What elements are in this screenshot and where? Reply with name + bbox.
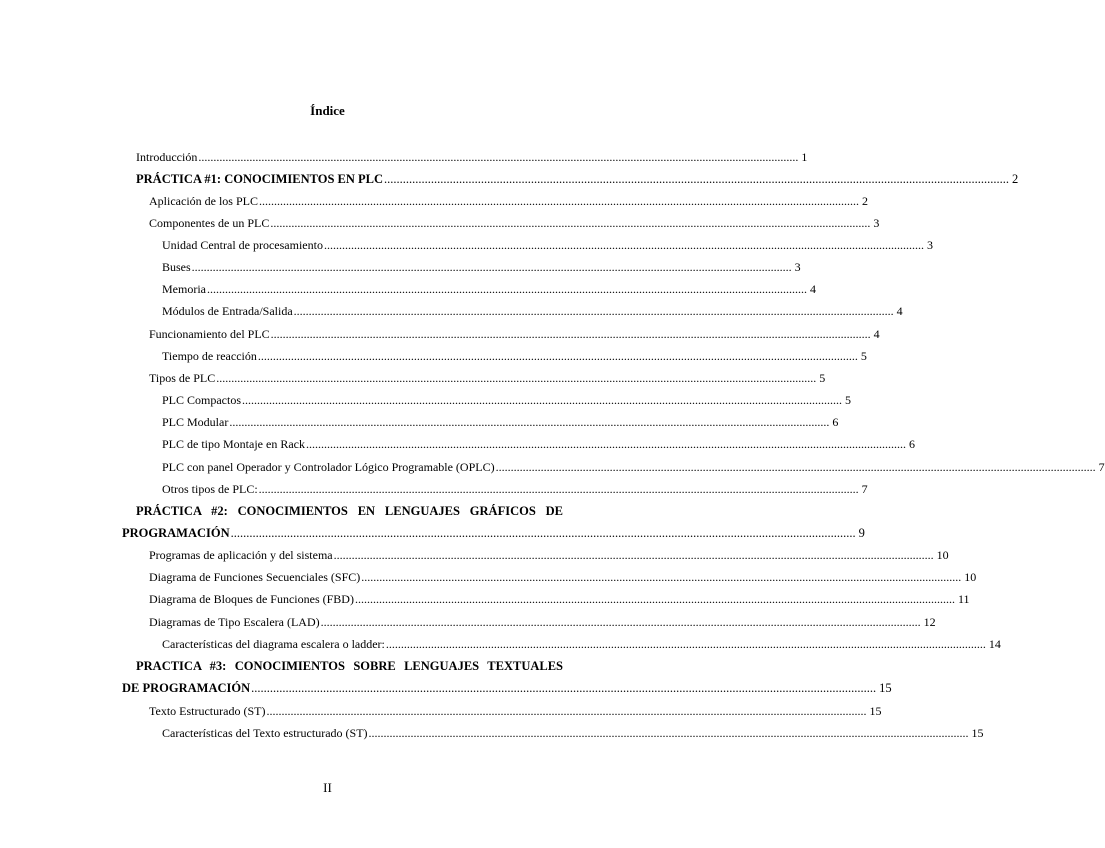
toc-leader-dots: ........................................................................................................................................................................................................ bbox=[323, 238, 924, 252]
toc-entry-label: Programas de aplicación y del sistema bbox=[149, 548, 333, 562]
toc-leader-dots: ........................................................................................................................................................................................................ bbox=[251, 681, 877, 695]
toc-entry[interactable] bbox=[149, 370, 826, 386]
toc-entry-label: PRACTICA #3: CONOCIMIENTOS SOBRE LENGUAJES TEXTUALES bbox=[136, 659, 563, 673]
toc-entry-page: 6 bbox=[832, 415, 839, 429]
toc-entry-page: 5 bbox=[819, 371, 826, 385]
toc-entry[interactable] bbox=[136, 149, 808, 165]
toc-entry-label: Buses bbox=[162, 260, 191, 274]
toc-entry[interactable] bbox=[149, 193, 868, 209]
toc-entry-label: Diagrama de Bloques de Funciones (FBD) bbox=[149, 592, 354, 606]
toc-leader-dots: ........................................................................................................................................................................................................ bbox=[198, 150, 799, 164]
toc-entry-label: DE PROGRAMACIÓN bbox=[122, 681, 251, 695]
toc-entry-page: 15 bbox=[869, 704, 882, 718]
toc-leader-dots: ........................................................................................................................................................................................................ bbox=[305, 437, 906, 451]
toc-entry-label: Módulos de Entrada/Salida bbox=[162, 304, 293, 318]
toc-entry[interactable] bbox=[162, 303, 903, 319]
toc-entry-label: PROGRAMACIÓN bbox=[122, 526, 230, 540]
toc-entry[interactable] bbox=[122, 525, 865, 541]
toc-leader-dots: ........................................................................................................................................................................................................ bbox=[495, 460, 1096, 474]
toc-entry-page: 10 bbox=[964, 570, 977, 584]
toc-leader-dots: ........................................................................................................................................................................................................ bbox=[354, 592, 955, 606]
toc-leader-dots: ........................................................................................................................................................................................................ bbox=[333, 548, 934, 562]
toc-entry-label: Diagrama de Funciones Secuenciales (SFC) bbox=[149, 570, 361, 584]
toc-leader-dots: ........................................................................................................................................................................................................ bbox=[270, 327, 871, 341]
toc-entry[interactable] bbox=[162, 481, 868, 497]
toc-entry-label: Características del diagrama escalera o ladder: bbox=[162, 637, 385, 651]
toc-entry-page: 6 bbox=[908, 437, 915, 451]
toc-entry-label: PRÁCTICA #2: CONOCIMIENTOS EN LENGUAJES GRÁFICOS DE bbox=[136, 504, 563, 518]
toc-entry[interactable] bbox=[162, 414, 839, 430]
toc-entry[interactable] bbox=[122, 680, 892, 696]
toc-entry-page: 3 bbox=[873, 216, 880, 230]
toc-entry[interactable] bbox=[162, 436, 915, 452]
toc-leader-dots: ........................................................................................................................................................................................................ bbox=[270, 216, 871, 230]
toc-entry-page: 9 bbox=[858, 526, 865, 540]
toc-leader-dots: ........................................................................................................................................................................................................ bbox=[216, 371, 817, 385]
toc-entry[interactable] bbox=[162, 259, 801, 275]
toc-leader-dots: ........................................................................................................................................................................................................ bbox=[384, 172, 1010, 186]
toc-entry-label: Tipos de PLC bbox=[149, 371, 216, 385]
toc-entry-label: Aplicación de los PLC bbox=[149, 194, 258, 208]
toc-leader-dots: ........................................................................................................................................................................................................ bbox=[191, 260, 792, 274]
toc-entry-label: Componentes de un PLC bbox=[149, 216, 270, 230]
toc-entry-page: 10 bbox=[936, 548, 949, 562]
toc-entry-label: Características del Texto estructurado (ST) bbox=[162, 726, 368, 740]
page-number: II bbox=[323, 780, 332, 795]
toc-entry-label: PLC con panel Operador y Controlador Lógico Programable (OPLC) bbox=[162, 460, 495, 474]
toc-entry-page: 4 bbox=[810, 282, 816, 296]
toc-entry-label: Tiempo de reacción bbox=[162, 349, 257, 363]
toc-entry-page: 5 bbox=[860, 349, 867, 363]
toc-leader-dots: ........................................................................................................................................................................................................ bbox=[266, 704, 867, 718]
toc-entry-label: PLC Compactos bbox=[162, 393, 242, 407]
toc-leader-dots: ........................................................................................................................................................................................................ bbox=[361, 570, 962, 584]
toc-entry-page: 7 bbox=[1098, 460, 1105, 474]
toc-entry-page: 11 bbox=[957, 592, 970, 606]
toc-entry-label: Diagramas de Tipo Escalera (LAD) bbox=[149, 615, 320, 629]
toc-entry-label: Introducción bbox=[136, 150, 198, 164]
toc-leader-dots: ........................................................................................................................................................................................................ bbox=[207, 282, 807, 296]
toc-entry-label: Otros tipos de PLC: bbox=[162, 482, 258, 496]
toc-entry-page: 5 bbox=[845, 393, 852, 407]
toc-entry-page: 15 bbox=[971, 726, 984, 740]
toc-leader-dots: ........................................................................................................................................................................................................ bbox=[320, 615, 921, 629]
toc-entry-label: Memoria bbox=[162, 282, 206, 296]
toc-leader-dots: ........................................................................................................................................................................................................ bbox=[242, 393, 843, 407]
toc-heading-line bbox=[136, 503, 563, 519]
toc-entry-label: Texto Estructurado (ST) bbox=[149, 704, 266, 718]
toc-entry[interactable] bbox=[162, 636, 1001, 652]
toc-entry-page: 4 bbox=[896, 304, 903, 318]
toc-entry-page: 15 bbox=[879, 681, 892, 695]
toc-leader-dots: ........................................................................................................................................................................................................ bbox=[368, 726, 969, 740]
toc-leader-dots: ........................................................................................................................................................................................................ bbox=[258, 482, 859, 496]
toc-entry[interactable] bbox=[162, 459, 1105, 475]
toc-entry[interactable] bbox=[162, 392, 852, 408]
toc-entry[interactable] bbox=[149, 591, 970, 607]
toc-entry-page: 3 bbox=[794, 260, 801, 274]
toc-entry-page: 7 bbox=[861, 482, 868, 496]
toc-entry-label: Unidad Central de procesamiento bbox=[162, 238, 323, 252]
toc-entry[interactable] bbox=[149, 614, 936, 630]
toc-entry[interactable] bbox=[149, 569, 977, 585]
toc-entry[interactable] bbox=[162, 725, 984, 741]
toc-entry-page: 2 bbox=[861, 194, 868, 208]
toc-entry[interactable] bbox=[162, 348, 867, 364]
toc-entry-label: PLC de tipo Montaje en Rack bbox=[162, 437, 305, 451]
toc-leader-dots: ........................................................................................................................................................................................................ bbox=[229, 415, 830, 429]
toc-entry-page: 1 bbox=[801, 150, 808, 164]
toc-entry-label: PRÁCTICA #1: CONOCIMIENTOS EN PLC bbox=[136, 172, 384, 186]
toc-entry[interactable] bbox=[149, 326, 880, 342]
toc-entry[interactable] bbox=[162, 237, 933, 253]
toc-leader-dots: ........................................................................................................................................................................................................ bbox=[257, 349, 858, 363]
toc-entry[interactable] bbox=[162, 281, 816, 297]
toc-entry[interactable] bbox=[136, 171, 1019, 187]
toc-entry-page: 2 bbox=[1012, 172, 1019, 186]
toc-entry[interactable] bbox=[149, 547, 949, 563]
toc-entry-label: PLC Modular bbox=[162, 415, 229, 429]
page-title: Índice bbox=[310, 103, 345, 118]
toc-entry[interactable] bbox=[149, 703, 882, 719]
toc-entry-page: 4 bbox=[873, 327, 880, 341]
toc-entry-page: 12 bbox=[923, 615, 936, 629]
toc-leader-dots: ........................................................................................................................................................................................................ bbox=[385, 637, 986, 651]
toc-heading-line bbox=[136, 658, 563, 674]
toc-entry-label: Funcionamiento del PLC bbox=[149, 327, 270, 341]
toc-entry[interactable] bbox=[149, 215, 880, 231]
toc-leader-dots: ........................................................................................................................................................................................................ bbox=[230, 526, 856, 540]
toc-leader-dots: ........................................................................................................................................................................................................ bbox=[258, 194, 859, 208]
toc-leader-dots: ........................................................................................................................................................................................................ bbox=[293, 304, 894, 318]
toc-entry-page: 14 bbox=[988, 637, 1001, 651]
toc-entry-page: 3 bbox=[926, 238, 933, 252]
